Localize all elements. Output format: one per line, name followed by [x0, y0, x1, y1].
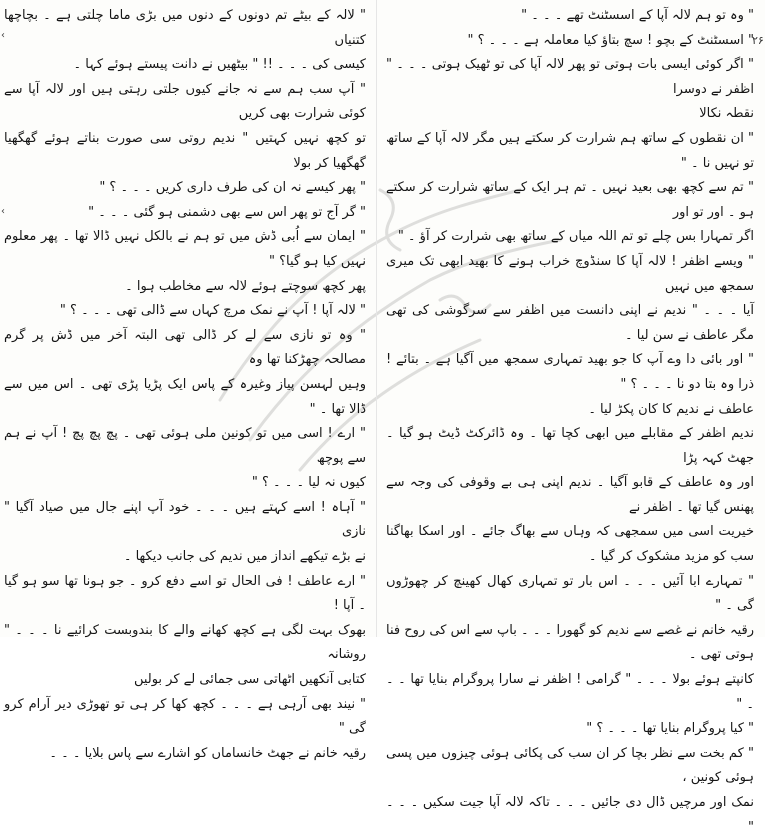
text-line: خیریت اسی میں سمجھی کہ وہاں سے بھاگ جائے ۔ اور اسکا بھاگنا سب کو مزید مشکوک کر گیا ۔: [386, 524, 754, 565]
text-line: وہیں لہسن پیاز وغیرہ کے پاس ایک پڑیا پڑی تھی ۔ اس میں سے ڈالا تھا ۔ ": [4, 376, 366, 417]
text-line: " تم سے کچھ بھی بعید نہیں ۔ تم ہر ایک کے ساتھ شرارت کر سکتے ہو ۔ اور تو اور: [386, 180, 754, 220]
text-line: اگر تمہارا بس چلے تو تم اللہ میاں کے ساتھ بھی شرارت کر آؤ ۔ ": [397, 229, 754, 245]
text-line: نے بڑے تیکھے انداز میں ندیم کی جانب دیکھا ۔: [123, 549, 366, 565]
text-line: رقیہ خانم نے جھٹ خانساماں کو اشارے سے پاس بلایا ۔ ۔ ۔: [49, 745, 366, 761]
text-line: " تمہارے ابا آئیں ۔ ۔ ۔ اس بار تو تمہاری کھال کھینچ کر چھوڑوں گی ۔ ": [386, 573, 754, 614]
text-line: رقیہ خانم نے غصے سے ندیم کو گھورا ۔ ۔ ۔ باپ سے اس کی روح فنا ہوتی تھی ۔: [386, 622, 754, 663]
text-line: عاطف نے ندیم کا کان پکڑ لیا ۔: [588, 401, 754, 417]
text-line: " ایمان سے اُبی ڈش میں تو ہم نے بالکل نہیں ڈالا تھا ۔ پھر معلوم نہیں کیا ہو گیا؟ ": [4, 229, 366, 269]
text-line: " اسسٹنٹ کے بچو ! سچ بتاؤ کیا معاملہ ہے ۔ ۔ ۔ ؟ ": [467, 32, 754, 48]
text-line: ندیم اظفر کے مقابلے میں ابھی کچا تھا ۔ وہ ڈائرکٹ ڈیٹ ہو گیا ۔ جھٹ کہہ پڑا: [386, 426, 754, 466]
text-line: " آہاہ ! اسے کہتے ہیں ۔ ۔ ۔ خود آپ اپنے جال میں صیاد آگیا " نازی: [4, 499, 366, 540]
text-line: " اور بائی دا وے آپ کا جو بھید تمہاری سمجھ میں آگیا ہے ۔ بتائے ! ذرا وہ بتا دو نا ۔ ۔ ۔ ؟ ": [386, 352, 754, 392]
text-line: نمک اور مرچیں ڈال دی جائیں ۔ ۔ ۔ تاکہ لالہ آپا جیت سکیں ۔ ۔ ۔ ": [386, 795, 754, 835]
text-line: کتابی آنکھیں اٹھاتی سی جمائی لے کر بولیں: [133, 672, 366, 688]
text-line: " لالہ کے بیٹے تم دونوں کے دنوں میں بڑی ماما چلتی ہے ۔ بچاچھا کتنیاں: [4, 8, 366, 48]
text-line: پھر کچھ سوچتے ہوئے لالہ سے مخاطب ہوا ۔: [125, 278, 366, 294]
text-line: " لالہ آپا ! آپ نے نمک مرچ کہاں سے ڈالی تھی ۔ ۔ ۔ ؟ ": [59, 303, 366, 319]
text-line: تو کچھ نہیں کہتیں " ندیم روتی سی صورت بناتے ہوئے گھگھیا گھگھیا کر بولا: [4, 130, 366, 171]
text-line: بھوک بہت لگی ہے کچھ کھانے والے کا بندوبست کرائیے نا ۔ ۔ ۔ " روشانہ: [4, 622, 366, 663]
text-line: کیسی کی ۔ ۔ ۔ !! " بیٹھیں نے دانت پیستے ہوئے کہا ۔: [73, 57, 366, 73]
text-line: " ویسے اظفر ! لالہ آپا کا سنڈوچ خراب ہونے کا بھید ابھی تک میری سمجھ میں نہیں: [386, 253, 754, 294]
margin-mark: ‹: [1, 206, 5, 217]
left-page-column: [4, 4, 366, 761]
text-line: " آپ سب ہم سے نہ جانے کیوں جلتی رہتی ہیں اور لالہ آپا سے کوئی شرارت بھی کریں: [4, 81, 366, 122]
text-line: " وہ تو نازی سے لے کر ڈالی تھی البتہ آخر میں ڈش پر گرم مصالحہ چھڑکنا تھا وہ: [4, 327, 366, 368]
text-line: کیوں نہ لیا ۔ ۔ ۔ ؟ ": [251, 475, 366, 491]
text-line: " کم بخت سے نظر بچا کر ان سب کی پکائی ہوئی چیزوں میں پسی ہوئی کونین ،: [386, 745, 754, 786]
page-number: ۲۶: [752, 34, 764, 47]
text-line: " پھر کیسے نہ ان کی طرف داری کریں ۔ ۔ ۔ ؟ ": [99, 180, 366, 196]
text-line: " ان نقطوں کے ساتھ ہم شرارت کر سکتے ہیں مگر لالہ آپا کے ساتھ تو نہیں نا ۔ ": [386, 130, 754, 171]
gutter-divider: [376, 0, 377, 637]
text-line: نقطہ نکالا: [699, 106, 754, 122]
text-line: آیا ۔ ۔ ۔ " ندیم نے اپنی دانست میں اظفر سے سرگوشی کی تھی مگر عاطف نے سن لیا ۔: [386, 303, 754, 343]
margin-mark: ‹: [1, 30, 5, 41]
text-line: " ارے عاطف ! فی الحال تو اسے دفع کرو ۔ جو ہونا تھا سو ہو گیا ۔ آپا !: [4, 573, 366, 614]
text-line: " وہ تو ہم لالہ آپا کے اسسٹنٹ تھے ۔ ۔ ۔ ": [521, 8, 754, 23]
text-line: " ارے ! اسی میں تو کونین ملی ہوئی تھی ۔ پچ پچ پچ ! آپ نے ہم سے پوچھ: [4, 426, 366, 466]
text-line: " نیند بھی آرہی ہے ۔ ۔ ۔ کچھ کھا کر ہی تو تھوڑی دیر آرام کرو گی ": [4, 696, 366, 737]
right-page-column: [386, 4, 754, 835]
text-line: " گر آج تو پھر اس سے بھی دشمنی ہو گئی ۔ ۔ ۔ ": [88, 204, 366, 220]
text-line: اور وہ عاطف کے قابو آگیا ۔ ندیم اپنی ہی بے وقوفی کی وجہ سے پھنس گیا تھا ۔ اظفر نے: [386, 475, 754, 515]
text-line: کانپتے ہوئے بولا ۔ ۔ ۔ " گرامی ! اظفر نے سارا پروگرام بنایا تھا ۔ ۔ ۔ ": [386, 672, 754, 712]
text-line: " اگر کوئی ایسی بات ہوتی تو پھر لالہ آپا کی تو ٹھیک ہوتی ۔ ۔ ۔ " اظفر نے دوسرا: [386, 57, 754, 97]
text-line: " کیا پروگرام بنایا تھا ۔ ۔ ۔ ؟ ": [586, 721, 754, 737]
